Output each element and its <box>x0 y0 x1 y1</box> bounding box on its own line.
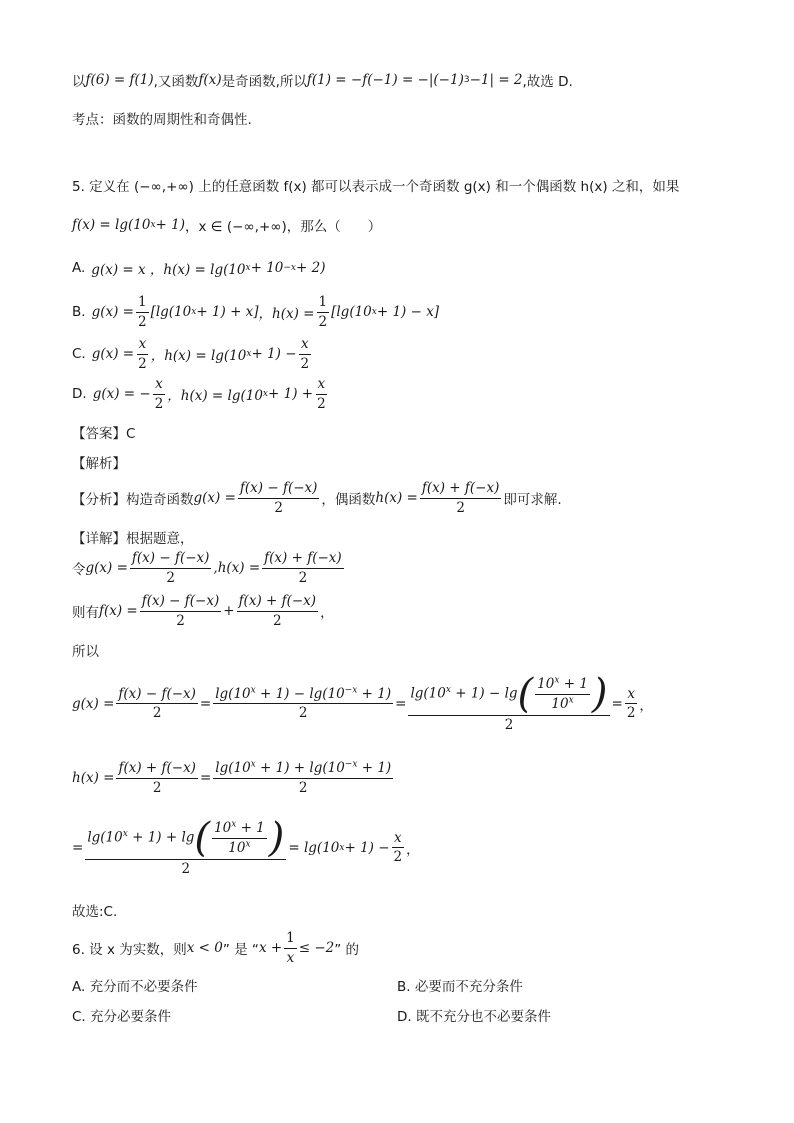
hx-derivation: h(x) = $\frac{f(x) + f(-x)}{2}$ = $\frac{\lg(10^x + 1) + \lg(10^{-x} + 1)}{2}$ <box>72 759 392 796</box>
fenxi-line <box>72 480 562 517</box>
text: 6. 设 x 为实数，则 <box>72 942 187 959</box>
fraction: $\frac{\lg(10^x + 1) - \lg(10^{-x} + 1)}{2}$ <box>215 685 392 722</box>
math: + 1) <box>155 217 185 233</box>
text: 是奇函数,所以 <box>221 74 307 90</box>
q5-option-d[interactable]: D. g(x) = − $\frac{x}{2}$ ，h(x) = lg(10 x + 1) + $\frac{x}{2}$ <box>72 376 326 412</box>
q5-option-a[interactable]: A. g(x) = x ，h(x) = lg(10 x + 10 −x + 2) <box>72 260 326 278</box>
q5-stem: 5. 定义在 (−∞,+∞) 上的任意函数 f(x) 都可以表示成一个奇函数 g(x) 和一个偶函数 h(x) 之和，如果 <box>72 179 680 195</box>
fraction: $\frac{f(x) + f(-x)}{2}$ <box>421 480 500 516</box>
math: ，h(x) = <box>258 306 315 323</box>
math: h(x) = <box>217 560 261 577</box>
text: ，x ∈ (−∞,+∞)，那么（ ） <box>185 219 382 235</box>
fraction: $\frac{x}{2}$ <box>138 336 147 372</box>
kaodian-line <box>72 108 252 128</box>
q5-stem-line2: f(x) = lg(10 x + 1) ，x ∈ (−∞,+∞)，那么（ ） <box>72 217 382 235</box>
gx-derivation: g(x) = $\frac{f(x) - f(-x)}{2}$ = $\frac{\lg(10^x + 1) - \lg(10^{-x} + 1)}{2}$ = $\lg(10^x + 1) - \lg$( $\frac{10^x + 1}{10^x}$ ) 2 = $\frac{x}{2}$ ， <box>72 671 653 733</box>
math: x < 0 <box>186 940 223 957</box>
fraction: $\frac{1}{2}$ <box>318 294 328 330</box>
q6-option-a[interactable] <box>72 975 198 995</box>
text: 以 <box>72 74 86 90</box>
math: + 1) − <box>344 839 390 856</box>
option-label: D. <box>72 386 87 403</box>
math: ，h(x) = lg(10 <box>167 388 263 405</box>
option-label: B. <box>72 304 86 321</box>
math: g(x) = <box>91 346 135 363</box>
q5-option-b[interactable]: B. g(x) = $\frac{1}{2}$ [lg(10 x + 1) + x] ，h(x) = $\frac{1}{2}$ [lg(10 x + 1) − x] <box>72 294 440 330</box>
fraction: $\frac{x}{2}$ <box>317 376 326 412</box>
answer-line <box>72 422 135 442</box>
option-text: B. 必要而不充分条件 <box>397 979 523 995</box>
math: [lg(10 <box>331 304 372 321</box>
math: −1| = 2 <box>469 72 523 88</box>
analysis-line <box>72 452 126 472</box>
math: g(x) = <box>72 695 115 712</box>
text: 则有 <box>72 605 99 622</box>
q6-option-d[interactable] <box>397 1005 551 1025</box>
math: + 10 <box>250 260 284 276</box>
math: g(x) = <box>193 490 236 507</box>
youyou-line: 则有 f(x) = $\frac{f(x) - f(-x)}{2}$ + $\frac{f(x) + f(-x)}{2}$ ， <box>72 593 334 629</box>
fraction: $\frac{x}{2}$ <box>154 376 164 412</box>
suoyi-line <box>72 640 99 660</box>
q5-option-c[interactable]: C. g(x) = $\frac{x}{2}$ ，h(x) = lg(10 x + 1) − $\frac{x}{2}$ <box>72 336 310 372</box>
math: + 1) − x] <box>376 304 440 321</box>
fraction: $\frac{f(x) - f(-x)}{2}$ <box>239 480 318 516</box>
math: f(x) = <box>99 603 138 620</box>
math: [lg(10 <box>150 304 192 321</box>
text: ,又函数 <box>153 74 199 90</box>
math: h(x) = <box>72 770 115 787</box>
fraction: $\frac{f(x) + f(-x)}{2}$ <box>264 550 342 586</box>
prev-conclusion-line: 以 f(6) = f(1) ,又函数 f(x) 是奇函数,所以 f(1) = −f(−1) = −|(−1) 3 −1| = 2 ,故选 D. <box>72 72 573 90</box>
option-label: A. <box>72 260 86 276</box>
kaodian-text: 考点：函数的周期性和奇偶性. <box>72 112 252 128</box>
math: + 2) <box>296 260 326 276</box>
text: 【分析】构造奇函数 <box>72 492 194 509</box>
option-label: C. <box>72 346 86 363</box>
fraction: $\frac{1}{x}$ <box>286 930 295 966</box>
math: h(x) = <box>375 490 418 507</box>
math: f(1) = −f(−1) = −|(−1) <box>306 72 464 88</box>
answer-label: 【答案】C <box>72 426 136 442</box>
math: g(x) = − <box>92 386 151 403</box>
math: = lg(10 <box>288 839 340 856</box>
option-text: A. 充分而不必要条件 <box>72 979 198 995</box>
text: 【详解】根据题意， <box>72 531 194 547</box>
q6-option-b[interactable] <box>397 975 523 995</box>
fraction: $\frac{f(x) + f(-x)}{2}$ <box>238 593 317 629</box>
fraction: $\frac{f(x) - f(-x)}{2}$ <box>118 685 196 722</box>
math: f(x) <box>198 72 222 88</box>
q6-option-c[interactable] <box>72 1005 171 1025</box>
option-text: C. 充分必要条件 <box>72 1009 172 1025</box>
math: + 1) − <box>251 346 297 363</box>
fraction: $\lg(10^x + 1) - \lg$( $\frac{10^x + 1}{10^x}$ ) 2 <box>410 671 608 733</box>
math: g(x) = <box>85 560 128 577</box>
text: ，偶函数 <box>321 492 376 509</box>
fraction: $\frac{f(x) - f(-x)}{2}$ <box>131 550 210 586</box>
text: 所以 <box>72 644 99 660</box>
fraction: $\frac{1}{2}$ <box>137 294 147 330</box>
fraction: $\frac{x}{2}$ <box>393 829 403 866</box>
hx-derivation-2: = $\lg(10^x + 1) + \lg$( $\frac{10^x + 1}{10^x}$ ) 2 = lg(10 x + 1) − $\frac{x}{2}$ ， <box>72 815 420 877</box>
math: + 1) + <box>268 386 314 403</box>
text: 即可求解. <box>503 492 562 509</box>
math: x + <box>258 940 283 957</box>
math: ≤ −2 <box>298 940 335 957</box>
math: g(x) = x ，h(x) = lg(10 <box>91 262 246 278</box>
fraction: $\frac{f(x) - f(-x)}{2}$ <box>141 593 220 629</box>
analysis-label: 【解析】 <box>72 456 126 472</box>
fraction: $\lg(10^x + 1) + \lg$( $\frac{10^x + 1}{10^x}$ ) 2 <box>87 815 285 877</box>
math: ，h(x) = lg(10 <box>150 348 247 365</box>
text: ” 的 <box>334 942 360 959</box>
text: ” 是 “ <box>222 942 259 959</box>
q5-stem-line1 <box>72 175 679 195</box>
fraction: $\frac{\lg(10^x + 1) + \lg(10^{-x} + 1)}{2}$ <box>215 759 392 796</box>
fraction: $\frac{x}{2}$ <box>300 336 310 372</box>
fraction: $\frac{f(x) + f(-x)}{2}$ <box>118 760 196 796</box>
text: 令 <box>72 562 86 579</box>
q6-stem <box>72 930 359 967</box>
fraction: $\frac{x}{2}$ <box>626 685 636 722</box>
gu-line <box>72 900 117 920</box>
text: 故选:C. <box>72 904 118 920</box>
option-text: D. 既不充分也不必要条件 <box>397 1009 551 1025</box>
text: ,故选 D. <box>522 74 573 90</box>
ling-line: 令 g(x) = $\frac{f(x) - f(-x)}{2}$ , h(x) = $\frac{f(x) + f(-x)}{2}$ <box>72 550 342 586</box>
math: f(6) = f(1) <box>85 72 154 88</box>
detail-line <box>72 527 194 547</box>
math: + 1) + x] <box>196 304 259 321</box>
math: g(x) = <box>91 304 134 321</box>
math: f(x) = lg(10 <box>72 217 151 233</box>
